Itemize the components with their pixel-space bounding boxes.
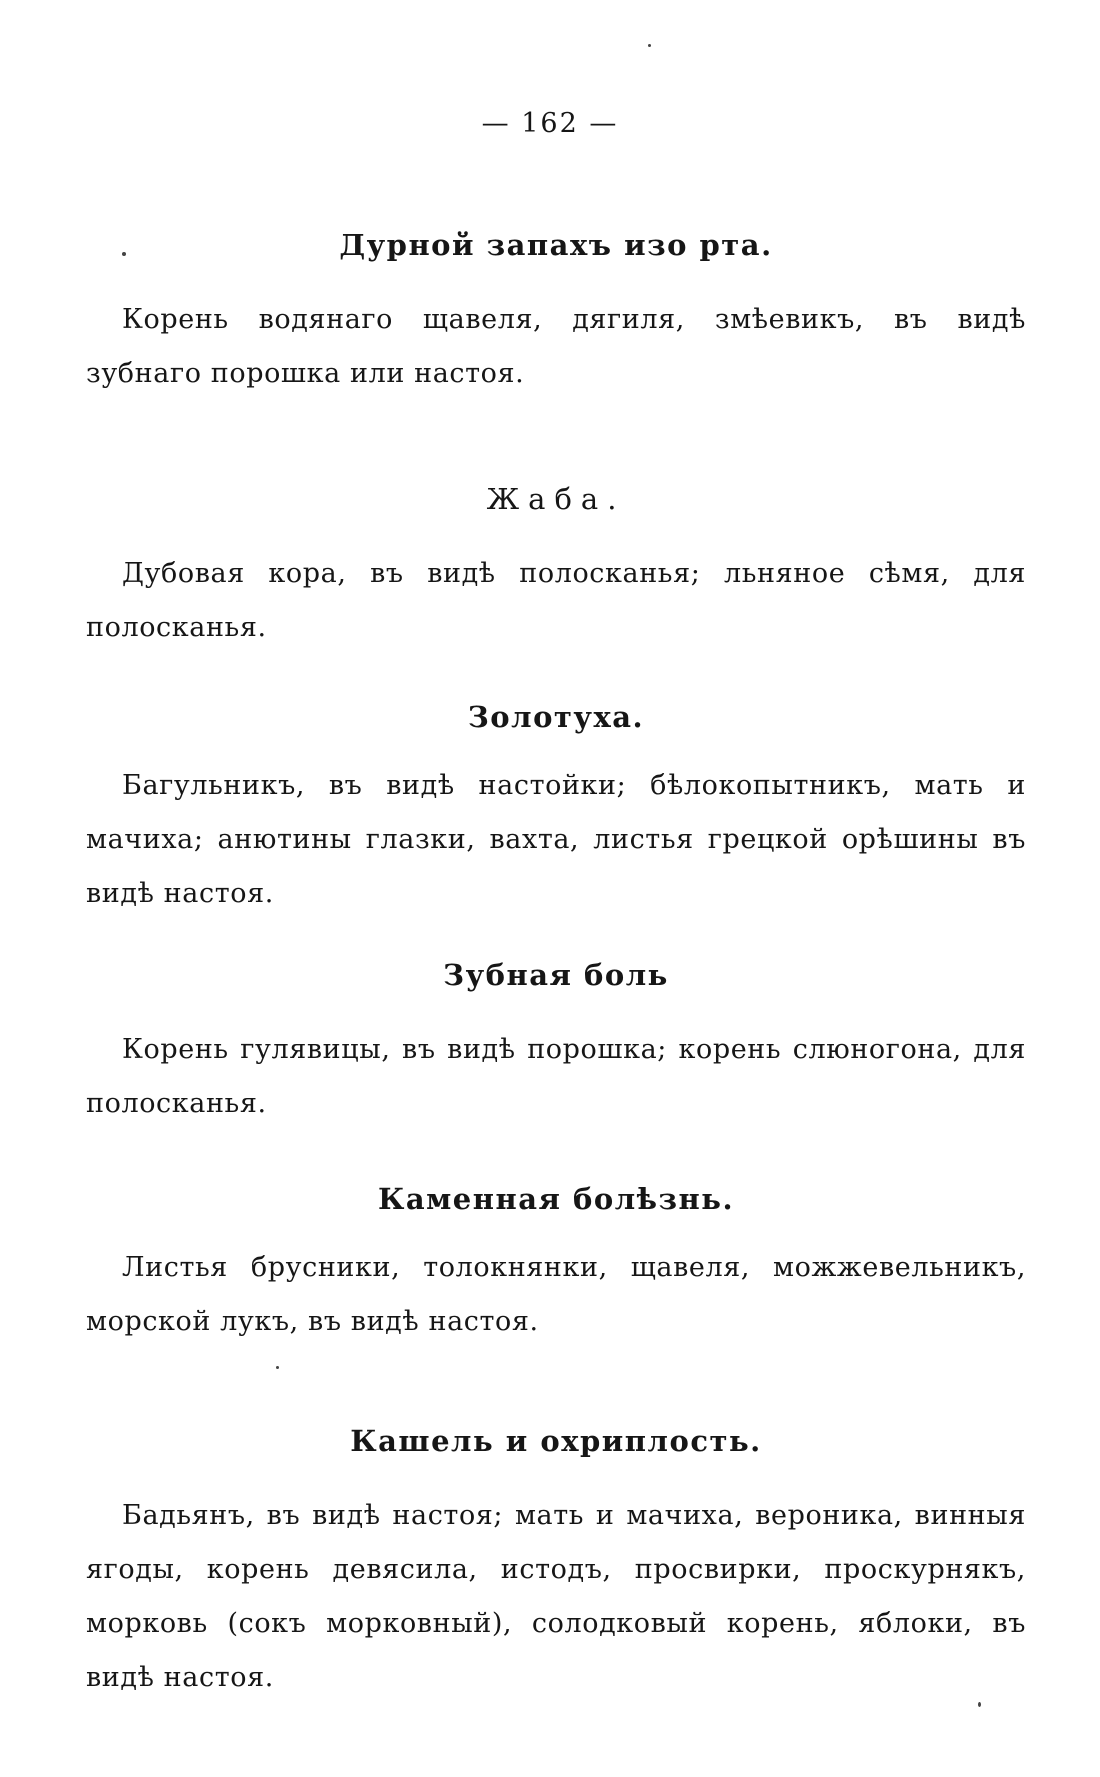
section-text: Бадьянъ, въ видѣ настоя; мать и мачиха, вероника, винныя ягоды, корень девясила, истодъ, просвирки, проскурнякъ, морковь (сокъ морковный), солодковый корень, яблоки, въ видѣ настоя. bbox=[86, 1499, 1026, 1693]
section-text: Листья брусники, толокнянки, щавеля, можжевельникъ, морской лукъ, въ видѣ настоя. bbox=[86, 1251, 1026, 1337]
scan-speck bbox=[276, 1366, 279, 1369]
section-text: Корень водянаго щавеля, дягиля, змѣевикъ, въ видѣ зубнаго порошка или настоя. bbox=[86, 303, 1026, 389]
section-bad-breath bbox=[86, 228, 1026, 401]
section-angina bbox=[86, 482, 1026, 655]
section-heading: Зубная боль bbox=[443, 958, 669, 992]
section-heading: Дурной запахъ изо рта. bbox=[339, 228, 773, 262]
section-toothache bbox=[86, 958, 1026, 1131]
section-cough bbox=[86, 1424, 1026, 1705]
section-stone-disease bbox=[86, 1182, 1026, 1349]
scan-speck bbox=[122, 252, 126, 256]
section-text: Корень гулявицы, въ видѣ порошка; корень слюногона, для полосканья. bbox=[86, 1033, 1026, 1119]
section-heading: Золотуха. bbox=[467, 700, 645, 734]
scan-speck bbox=[648, 44, 651, 47]
section-text: Дубовая кора, въ видѣ полосканья; льняное сѣмя, для полосканья. bbox=[86, 557, 1026, 643]
page-number: — 162 — bbox=[481, 108, 619, 139]
section-heading: Кашель и охриплость. bbox=[350, 1424, 762, 1458]
section-heading: Каменная болѣзнь. bbox=[377, 1182, 735, 1216]
section-text: Багульникъ, въ видѣ настойки; бѣлокопытникъ, мать и мачиха; анютины глазки, вахта, листья грецкой орѣшины въ видѣ настоя. bbox=[86, 769, 1026, 909]
section-heading: Жаба. bbox=[486, 482, 626, 516]
section-scrofula bbox=[86, 700, 1026, 921]
scan-speck bbox=[978, 1702, 981, 1707]
